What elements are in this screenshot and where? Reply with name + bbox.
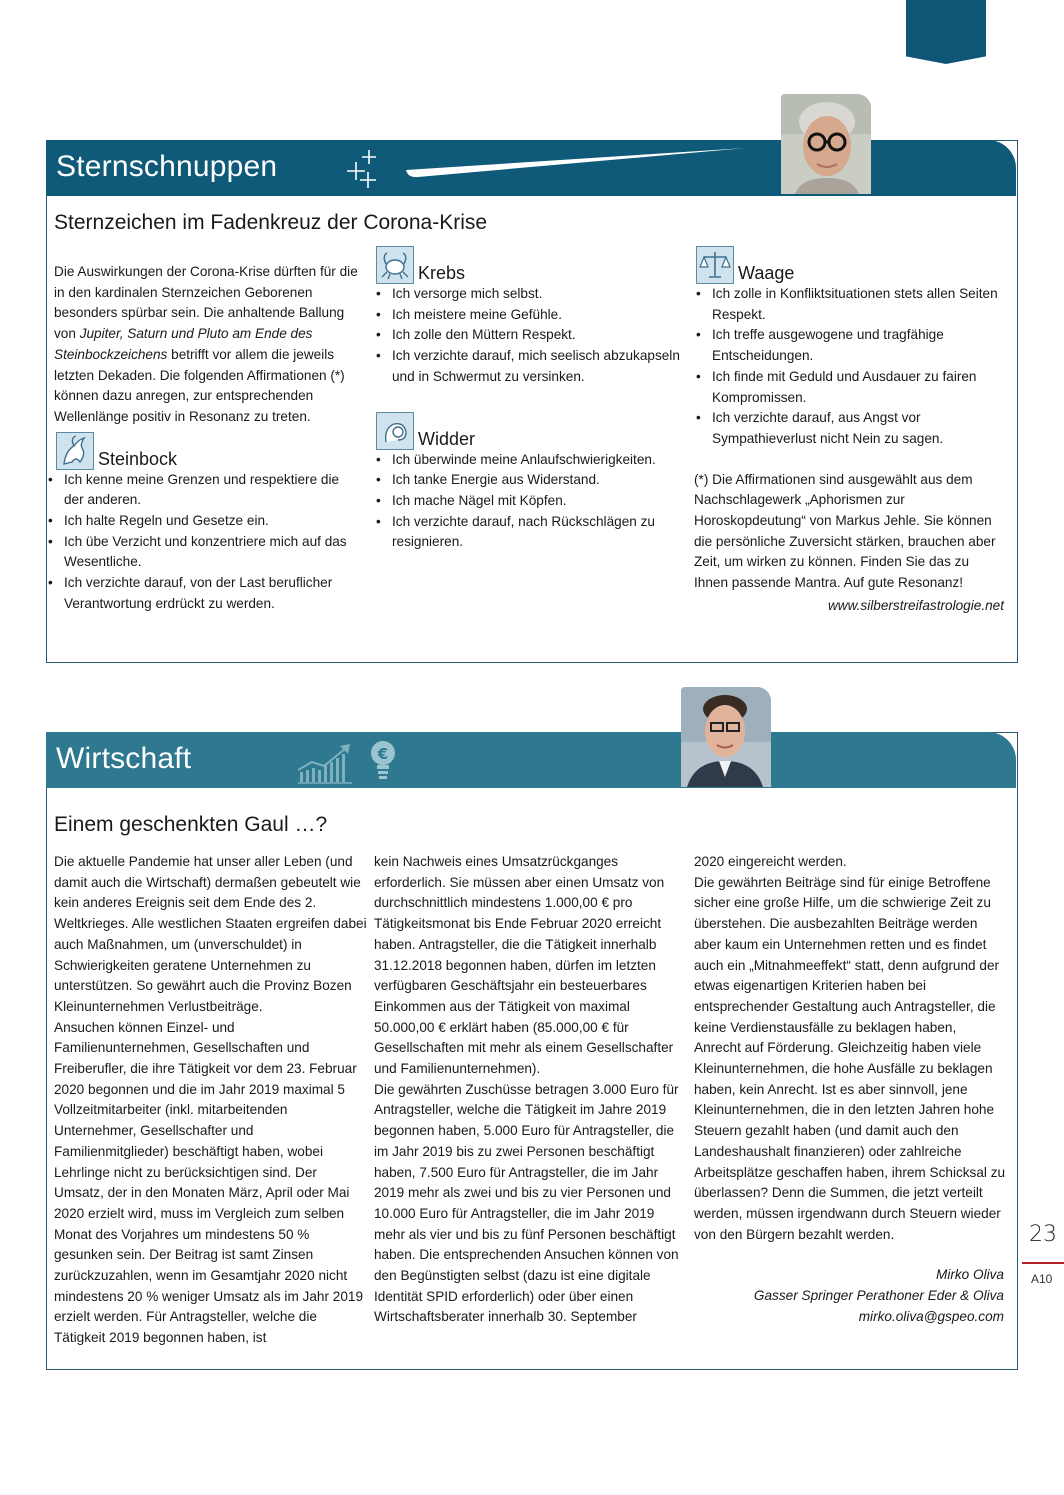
widder-header — [376, 412, 686, 450]
wirtschaft-band — [46, 732, 1016, 788]
list-item: • Ich zolle den Müttern Respekt. — [374, 325, 686, 346]
paragraph: Die gewährten Zuschüsse betragen 3.000 Euro für Antragsteller, welche die Tätigkeit im Jahre 2019 begonnen haben, 5.000 Euro für Antragsteller, die im Jahr 2019 bis zu zwei Personen beschäftigt haben, 7.500 Euro für Antragsteller, die im Jahr 2019 mehr als zwei und bis zu vier Personen und 10.000 Euro für Antragsteller, die im Jahr 2019 mehr als vier und bis zu fünf Personen beschäftigt haben. Die entsprechenden Ansuchen können von den Begünstigten selbst (dazu ist eine digitale Identität SPID erforderlich) oder über einen Wirtschaftsberater innerhalb 30. September — [374, 1081, 679, 1325]
website-link[interactable]: www.silberstreifastrologie.net — [827, 597, 1004, 613]
list-item: • Ich verzichte darauf, nach Rückschlägen zu resignieren. — [374, 512, 686, 553]
steinbock-header — [56, 432, 362, 470]
author-firm: Gasser Springer Perathoner Eder & Oliva — [753, 1288, 1004, 1304]
wirtschaft-headline: Einem geschenkten Gaul …? — [54, 813, 328, 836]
lightbulb-euro-icon — [368, 736, 398, 784]
author-signature — [694, 1265, 1004, 1327]
list-item: • Ich verzichte darauf, mich seelisch abzukapseln und in Schwermut zu versinken. — [374, 346, 686, 387]
list-item: • Ich halte Regeln und Gesetze ein. — [46, 511, 362, 532]
cancer-icon — [376, 246, 414, 284]
paragraph: Die gewährten Beiträge sind für einige Betroffene sicher eine große Hilfe, um die schwierige Zeit zu überstehen. Die ausbezahlten Beiträge werden aber kaum ein Unternehmen retten und es findet auch ein „Mitnahmeeffekt“ statt, denn aufgrund der etwas eigenartigen Kriterien haben bei entsprechender Gestaltung auch Antragsteller, die keine Verdienstausfälle zu beklagen haben, Anrecht auf Förderung. Gleichzeitig haben viele Kleinunternehmen, die hohe Ausfälle zu beklagen haben, kein Anrecht. Ist es aber sinnvoll, jene Kleinunternehmen, die in den letzten Jahren hohe Steuern gezahlt haben (und damit auch den Landeshaushalt finanzieren) oder zahlreiche Arbeitsplätze geschaffen haben, ihrem Schicksal zu überlassen? Denn die Summen, die jetzt verteilt werden, müssen irgendwann durch Steuern wieder von den Bürgern bezahlt werden. — [694, 874, 1006, 1242]
list-item: • Ich tanke Energie aus Widerstand. — [374, 470, 686, 491]
paragraph: kein Nachweis eines Umsatzrückganges erforderlich. Sie müssen aber einen Umsatz von durchschnittlich mindestens 1.000,00 € pro Tätigkeitsmonat bis Ende Februar 2020 erreicht haben. Antragsteller, die die Tätigkeit innerhalb 31.12.2018 begonnen haben, dürfen im letzten verfügbaren Geschäftsjahr ein besteuerbares Einkommen aus der Tätigkeit von maximal 50.000,00 € erklärt haben (85.000,00 € für Gesellschaften mit mehr als einem Gesellschafter und Familienunternehmen). — [374, 854, 674, 1077]
list-item: • Ich meistere meine Gefühle. — [374, 305, 686, 326]
list-item: • Ich finde mit Geduld und Ausdauer zu fairen Kompromissen. — [694, 367, 1006, 408]
wirtschaft-col-3 — [694, 852, 1006, 1327]
widder-title: Widder — [418, 428, 476, 449]
paragraph: 2020 eingereicht werden. — [694, 854, 847, 869]
corner-tab — [906, 0, 986, 64]
growth-chart-icon — [296, 740, 356, 784]
footnote: (*) Die Affirmationen sind ausgewählt aus dem Nachschlagewerk „Aphorismen zur Horoskopdeutung“ von Markus Jehle. Sie können die persönliche Zuversicht stärken, brauchen aber Zeit, um wirken zu können. Finden Sie das zu Ihnen passende Mantra. Auf gute Resonanz! — [694, 471, 996, 591]
list-item: • Ich mache Nägel mit Köpfen. — [374, 491, 686, 512]
list-item: • Ich überwinde meine Anlaufschwierigkeiten. — [374, 450, 686, 471]
waage-header — [696, 246, 1006, 284]
sternschnuppen-col-1 — [54, 262, 362, 615]
list-item: • Ich übe Verzicht und konzentriere mich auf das Wesentliche. — [46, 532, 362, 573]
list-item: • Ich versorge mich selbst. — [374, 284, 686, 305]
list-item: • Ich zolle in Konfliktsituationen stets allen Seiten Respekt. — [694, 284, 1006, 325]
shooting-star-icon — [326, 140, 786, 196]
steinbock-title: Steinbock — [98, 448, 178, 469]
author-photo-economy — [681, 687, 771, 787]
svg-text:€: € — [377, 745, 389, 763]
paragraph: Die aktuelle Pandemie hat unser aller Leben (und damit auch die Wirtschaft) dermaßen gebeutelt wie kein anderes Ereignis seit dem Ende des 2. Weltkrieges. Alle westlichen Staaten ergreifen dabei auch Maßnahmen, um (unverschuldet) in Schwierigkeiten geratene Unternehmen zu unterstützen. So gewährt auch die Provinz Bozen Kleinunternehmen Verlustbeiträge. — [54, 854, 367, 1014]
page-number: 23 — [1029, 1222, 1057, 1247]
list-item: • Ich verzichte darauf, aus Angst vor Sympathieverlust nicht Nein zu sagen. — [694, 408, 1006, 449]
sternschnuppen-col-2 — [374, 246, 686, 553]
wirtschaft-col-2 — [374, 852, 688, 1328]
krebs-header — [376, 246, 686, 284]
page-number-rule — [1022, 1262, 1064, 1264]
band-title: Wirtschaft — [56, 742, 192, 775]
widder-list — [374, 450, 686, 554]
intro-text: Die Auswirkungen der Corona-Krise dürften für die in den kardinalen Sternzeichen Geborenen besonders spürbar sein. Die anhaltende Ballung von Jupiter, Saturn und Pluto am Ende des Steinbockzeichens betrifft vor allem die jeweils letzten Dekaden. Die folgenden Affirmationen (*) können dazu anregen, zur entsprechenden Wellenlänge positiv in Resonanz zu treten. — [54, 264, 358, 424]
sternschnuppen-headline: Sternzeichen im Fadenkreuz der Corona-Krise — [54, 211, 488, 234]
band-title: Sternschnuppen — [56, 150, 278, 183]
aries-icon — [376, 412, 414, 450]
steinbock-list — [46, 470, 362, 615]
krebs-list — [374, 284, 686, 388]
waage-list — [694, 284, 1006, 450]
paragraph: Ansuchen können Einzel- und Familienunternehmen, Gesellschaften und Freiberufler, die ihre Tätigkeit vor dem 23. Februar 2020 begonnen und die im Jahr 2019 maximal 5 Vollzeitmitarbeiter (inkl. mitarbeitenden Unternehmer, Gesellschafter und Familienmitglieder) beschäftigt haben, wobei Lehrlinge nicht zu berücksichtigen sind. Der Umsatz, der in den Monaten März, April oder Mai 2020 erzielt wird, muss im Vergleich zum selben Monat des Vorjahres um mindestens 50 % gesunken sein. Der Beitrag ist samt Zinsen zurückzuzahlen, wenn im Gesamtjahr 2020 nicht mindestens 20 % weniger Umsatz als im Jahr 2019 erzielt werden. Für Antragsteller, welche die Tätigkeit 2019 begonnen haben, ist — [54, 1019, 364, 1346]
capricorn-icon — [56, 432, 94, 470]
author-name: Mirko Oliva — [936, 1267, 1004, 1283]
waage-title: Waage — [738, 263, 795, 283]
sternschnuppen-col-3 — [694, 246, 1006, 617]
wirtschaft-col-1 — [54, 852, 368, 1349]
list-item: • Ich kenne meine Grenzen und respektiere die der anderen. — [46, 470, 362, 511]
krebs-title: Krebs — [418, 263, 466, 283]
list-item: • Ich verzichte darauf, von der Last beruflicher Verantwortung erdrückt zu werden. — [46, 573, 362, 614]
page-code: A10 — [1031, 1272, 1053, 1286]
list-item: • Ich treffe ausgewogene und tragfähige Entscheidungen. — [694, 325, 1006, 366]
libra-icon — [696, 246, 734, 284]
author-email[interactable]: mirko.oliva@gspeo.com — [858, 1308, 1004, 1324]
author-photo-astrology — [781, 94, 871, 194]
